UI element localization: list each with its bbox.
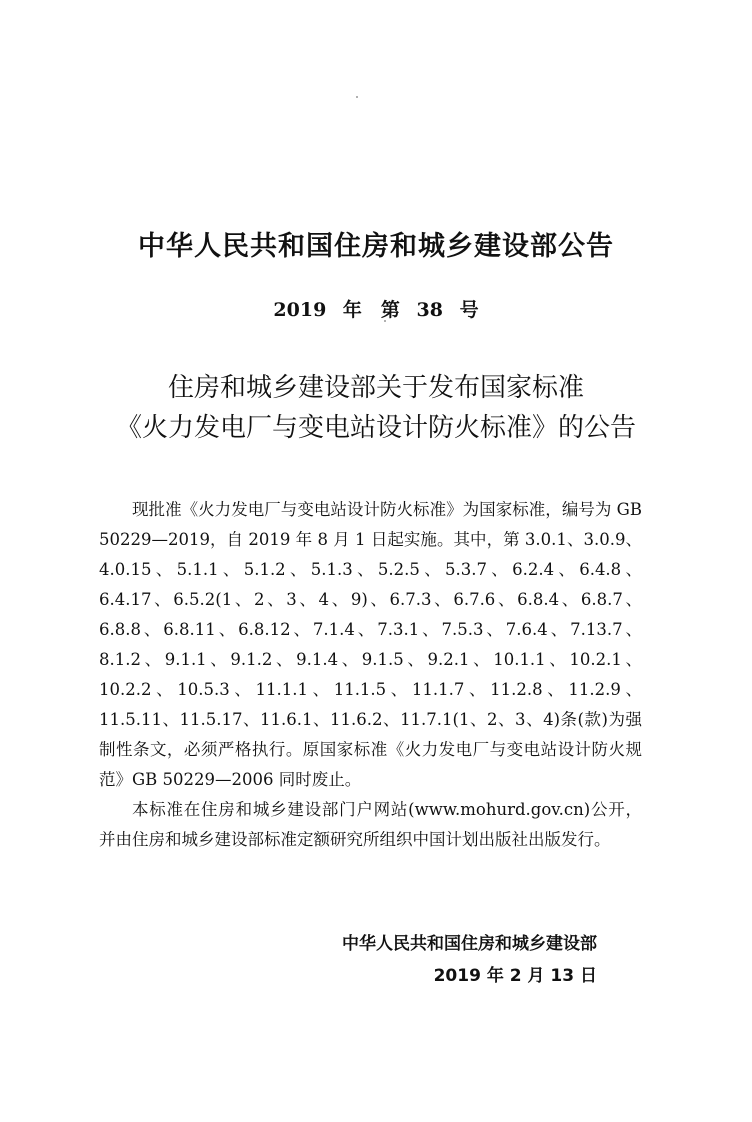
notice-title-line-2: 《火力发电厂与变电站设计防火标准》的公告 — [115, 413, 636, 443]
issuer-name: 中华人民共和国住房和城乡建设部 — [342, 934, 597, 954]
signature-block — [342, 928, 597, 992]
page-title: 中华人民共和国住房和城乡建设部公告 — [138, 231, 614, 262]
notice-body — [99, 495, 642, 855]
body-paragraph-2: 本标准在住房和城乡建设部门户网站(www.mohurd.gov.cn)公开，并由住房和城乡建设部标准定额研究所组织中国计划出版社出版发行。 — [99, 800, 642, 849]
scan-speck — [356, 96, 358, 98]
notice-title-line-1: 住房和城乡建设部关于发布国家标准 — [167, 373, 584, 403]
issue-number: 2019 年 第 38 号 — [273, 299, 479, 321]
notice-title — [0, 368, 752, 448]
body-paragraph-1: 现批准《火力发电厂与变电站设计防火标准》为国家标准，编号为 GB 50229—2019，自 2019 年 8 月 1 日起实施。其中，第 3.0.1、3.0.9、4.0.15、5.1.1、5.1.2、5.1.3、5.2.5、5.3.7、6.2.4、6.4.8、6.4.17、6.5.2(1、2、3、4、9)、6.7.3、6.7.6、6.8.4、6.8.7、6.8.8、6.8.11、6.8.12、7.1.4、7.3.1、7.5.3、7.6.4、7.13.7、8.1.2、9.1.1、9.1.2、9.1.4、9.1.5、9.2.1、10.1.1、10.2.1、10.2.2、10.5.3、11.1.1、11.1.5、11.1.7、11.2.8、11.2.9、11.5.11、11.5.17、11.6.1、11.6.2、11.7.1(1、2、3、4)条(款)为强制性条文，必须严格执行。原国家标准《火力发电厂与变电站设计防火规范》GB 50229—2006 同时废止。 — [99, 500, 642, 789]
issue-date: 2019 年 2 月 13 日 — [433, 966, 597, 986]
